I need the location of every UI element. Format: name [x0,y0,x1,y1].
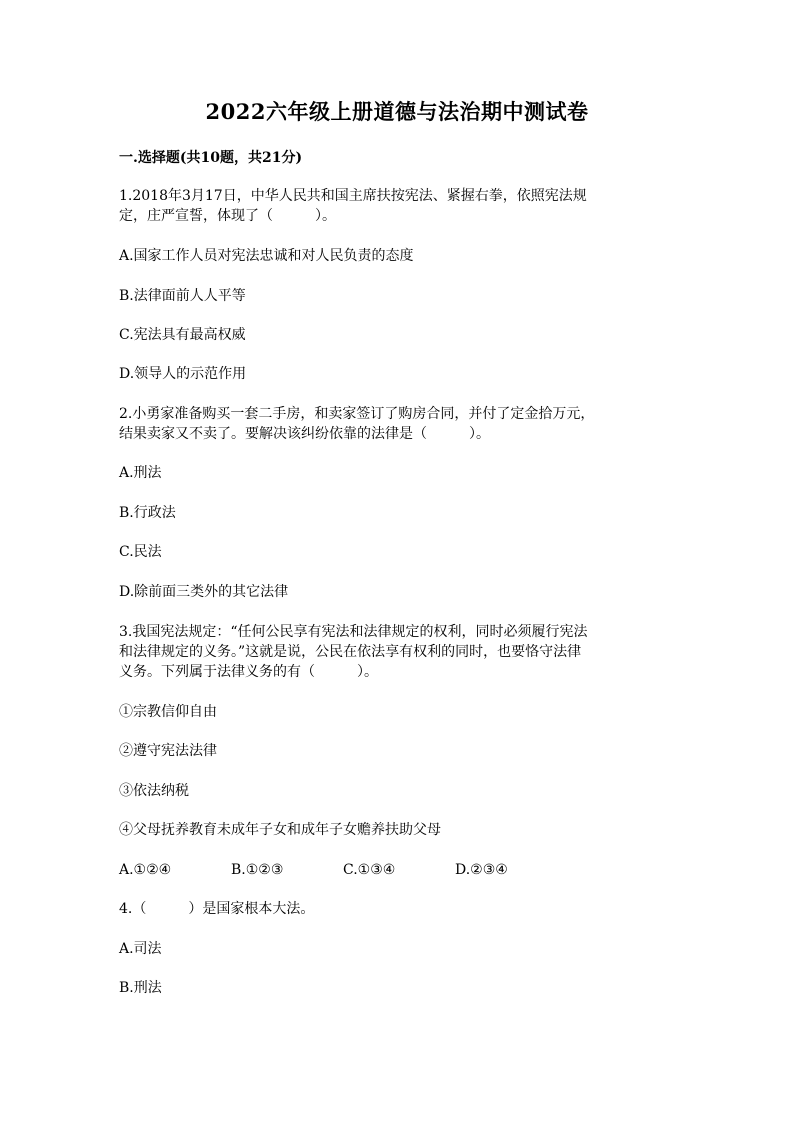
question-4-option-a: A.司法 [119,941,162,957]
question-3-text-line-2: 和法律规定的义务。”这就是说，公民在依法享有权利的同时，也要恪守法律 [119,644,582,660]
question-3-text-line-3: 义务。下列属于法律义务的有（ ）。 [119,664,378,680]
question-1-option-d: D.领导人的示范作用 [119,366,247,382]
question-3-item-2: ②遵守宪法法律 [119,743,217,759]
section-heading: 一.选择题(共10题，共21分) [119,150,303,166]
question-3-item-1: ①宗教信仰自由 [119,704,217,720]
question-2-option-c: C.民法 [119,544,162,560]
page-title: 2022六年级上册道德与法治期中测试卷 [205,99,589,124]
question-4-option-b: B.刑法 [119,980,162,996]
question-3-option-d: D.②③④ [455,862,508,878]
question-3-option-c: C.①③④ [343,862,396,878]
question-2-option-b: B.行政法 [119,505,176,521]
question-3-item-3: ③依法纳税 [119,783,189,799]
question-3-option-b: B.①②③ [231,862,284,878]
question-1-option-a: A.国家工作人员对宪法忠诚和对人民负责的态度 [119,248,414,264]
question-3-item-4: ④父母抚养教育未成年子女和成年子女赡养扶助父母 [119,822,441,838]
question-2-option-d: D.除前面三类外的其它法律 [119,584,289,600]
question-1-text-line-2: 定，庄严宣誓，体现了（ ）。 [119,208,336,224]
question-1-option-c: C.宪法具有最高权威 [119,327,246,343]
question-2-option-a: A.刑法 [119,465,162,481]
question-2-text-line-2: 结果卖家又不卖了。要解决该纠纷依靠的法律是（ ）。 [119,426,490,442]
question-3-option-a: A.①②④ [119,862,172,878]
question-2-text-line-1: 2.小勇家准备购买一套二手房，和卖家签订了购房合同，并付了定金拾万元， [119,406,595,422]
question-4-text-line-1: 4.（ ）是国家根本大法。 [119,901,315,917]
question-1-option-b: B.法律面前人人平等 [119,288,246,304]
question-3-text-line-1: 3.我国宪法规定：“任何公民享有宪法和法律规定的权利，同时必须履行宪法 [119,624,588,640]
question-1-text-line-1: 1.2018年3月17日，中华人民共和国主席扶按宪法、紧握右拳，依照宪法规 [119,188,587,204]
question-3-options [119,860,567,880]
